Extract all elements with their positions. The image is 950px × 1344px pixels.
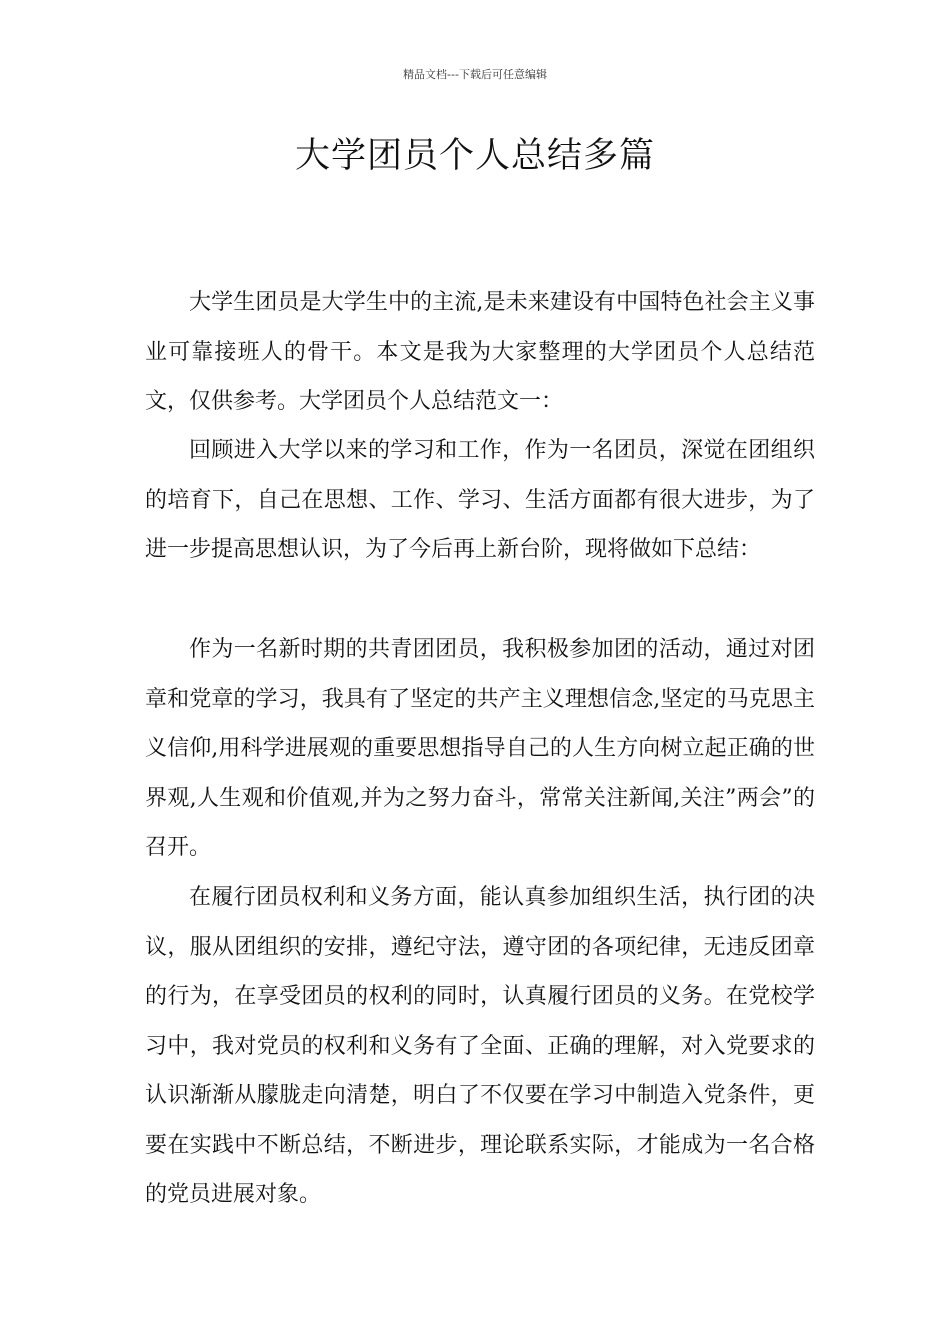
paragraph-review: 回顾进入大学以来的学习和工作，作为一名团员，深觉在团组织的培育下，自己在思想、工作、学习、生活方面都有很大进步，为了进一步提高思想认识，为了今后再上新台阶，现将做如下总结： xyxy=(145,438,815,562)
document-title: 大学团员个人总结多篇 xyxy=(294,136,655,176)
paragraph-duties: 在履行团员权利和义务方面，能认真参加组织生活，执行团的决议，服从团组织的安排，遵纪守法，遵守团的各项纪律，无违反团章的行为，在享受团员的权利的同时，认真履行团员的义务。在党校学习中，我对党员的权利和义务有了全面、正确的理解，对入党要求的认识渐渐从朦胧走向清楚，明白了不仅要在学习中制造入党条件，更要在实践中不断总结，不断进步，理论联系实际，才能成为一名合格的党员进展对象。 xyxy=(145,885,815,1207)
paragraph-ideology: 作为一名新时期的共青团团员，我积极参加团的活动，通过对团章和党章的学习，我具有了坚定的共产主义理想信念,坚定的马克思主义信仰,用科学进展观的重要思想指导自己的人生方向树立起正确的世界观,人生观和价值观,并为之努力奋斗，常常关注新闻,关注”两会”的召开。 xyxy=(145,637,815,860)
paragraph-intro: 大学生团员是大学生中的主流,是未来建设有中国特色社会主义事业可靠接班人的骨干。本文是我为大家整理的大学团员个人总结范文，仅供参考。大学团员个人总结范文一： xyxy=(145,290,815,414)
header-note: 精品文档---下载后可任意编辑 xyxy=(403,68,547,81)
